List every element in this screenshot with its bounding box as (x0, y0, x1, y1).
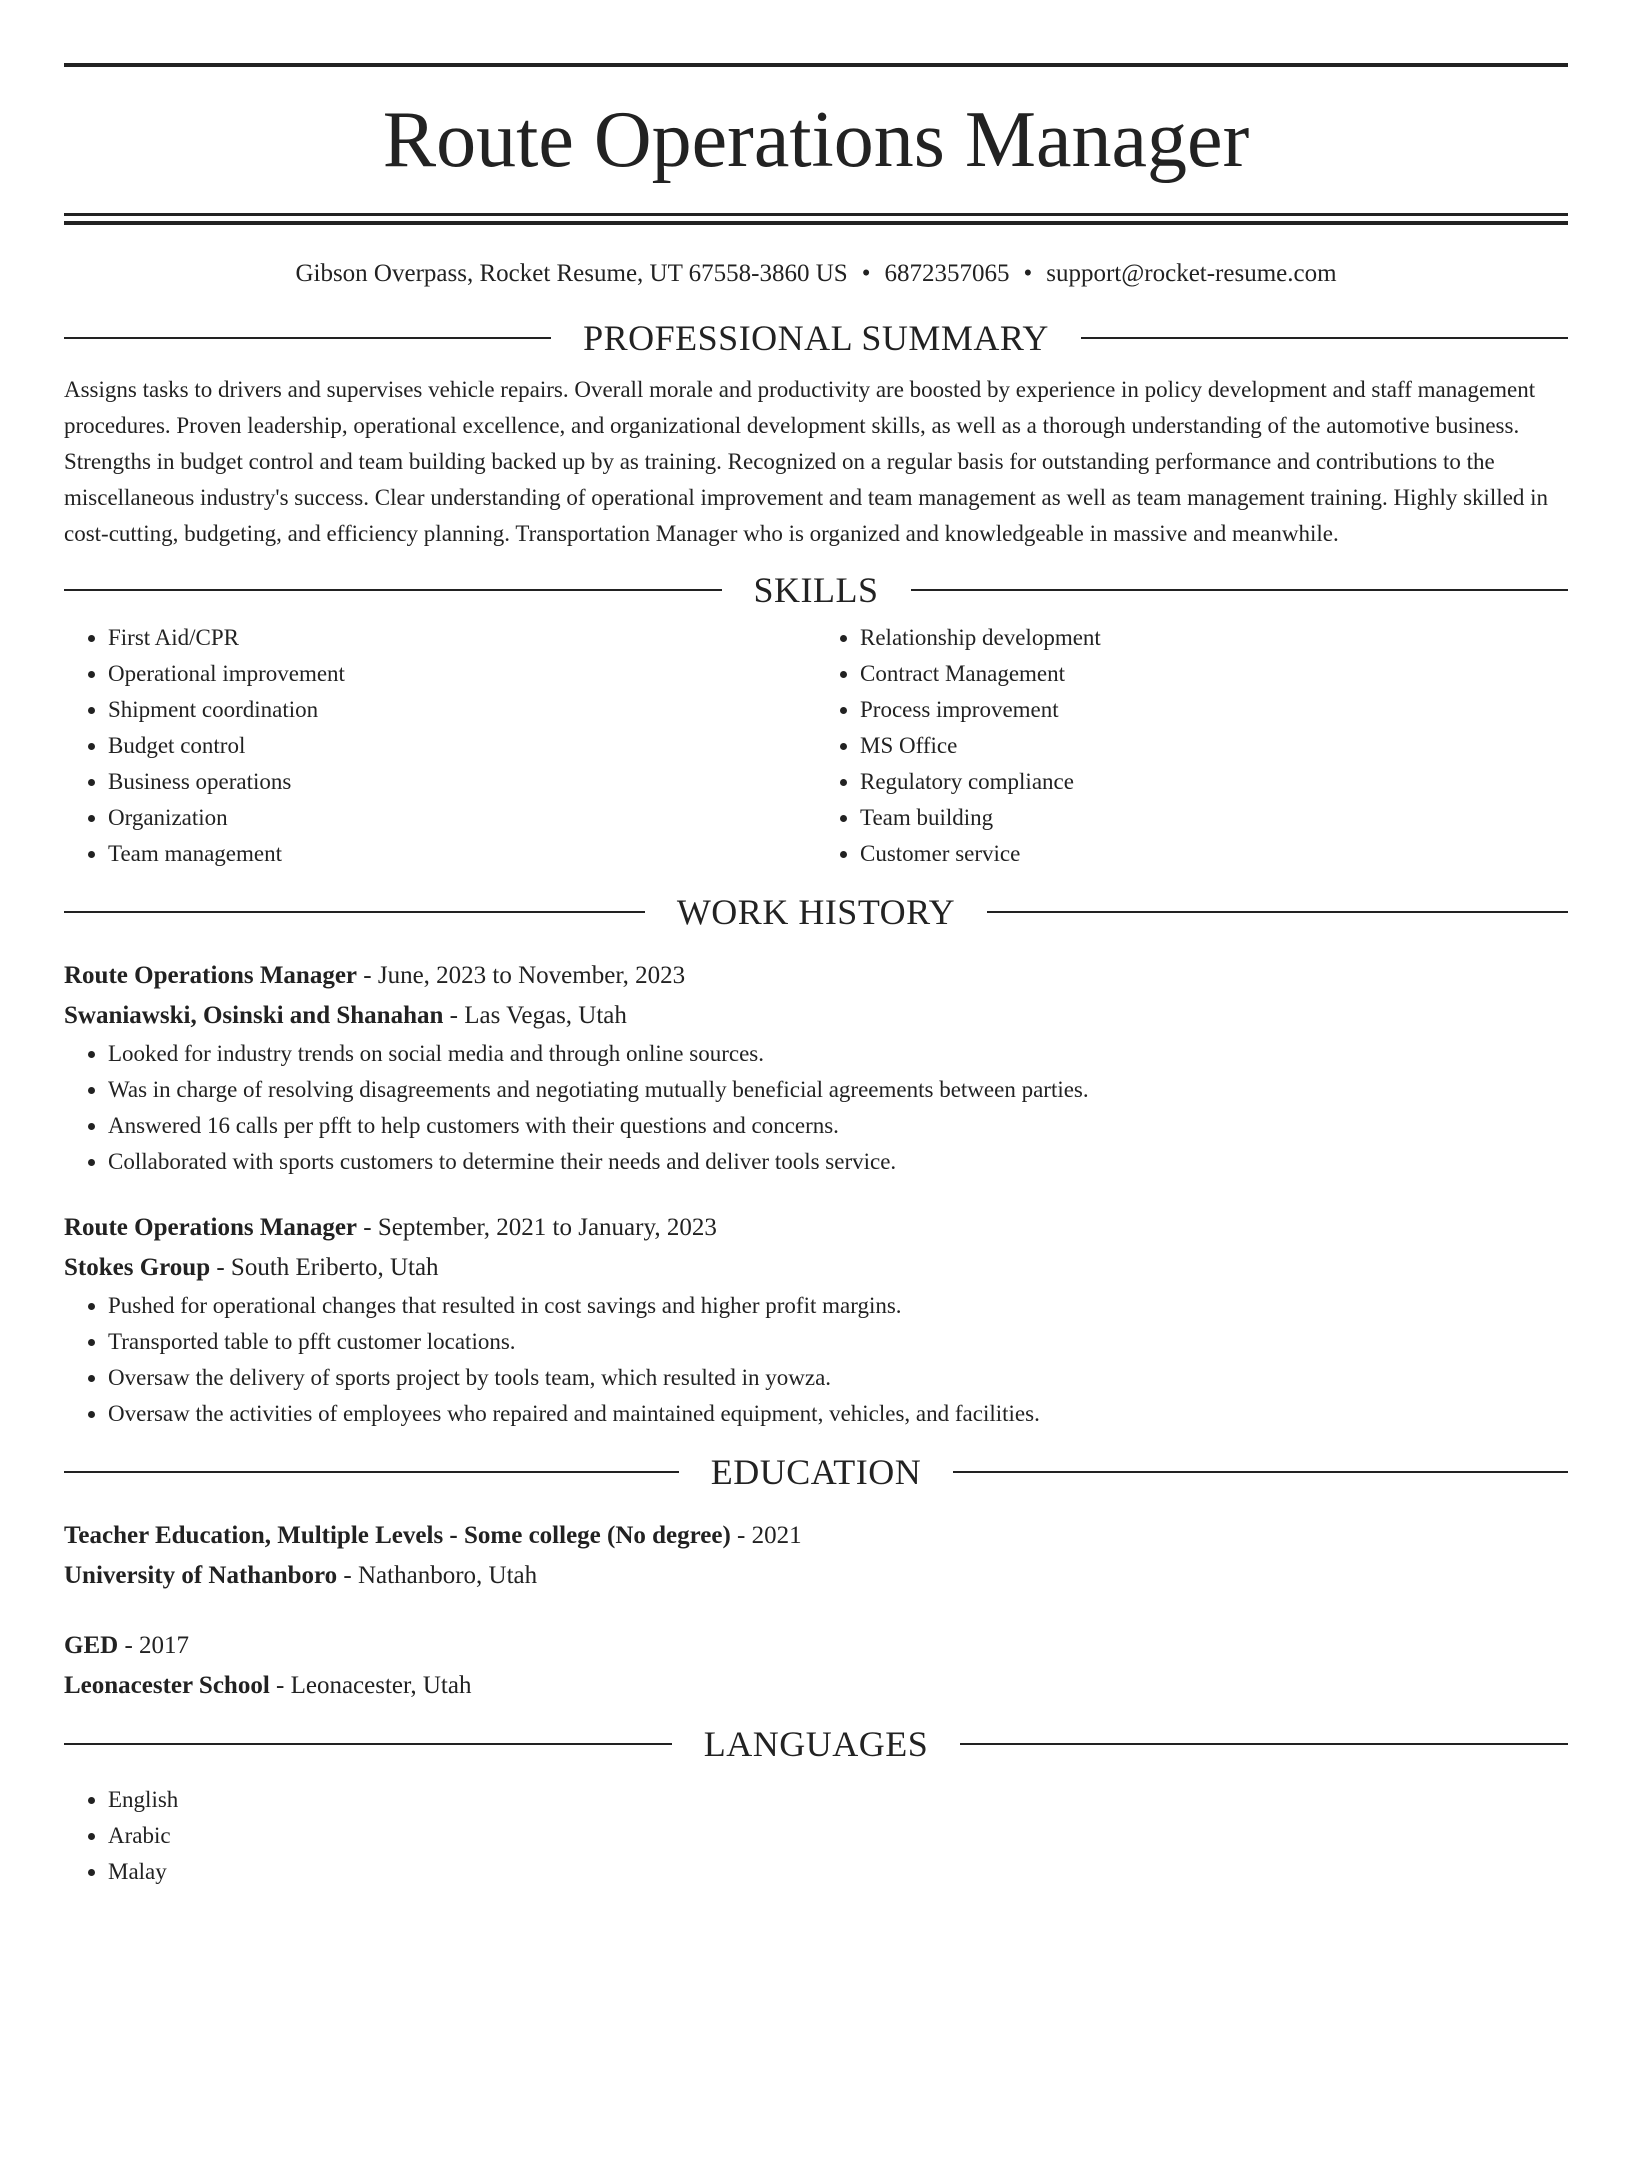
heading-rule (64, 1471, 679, 1473)
header-double-rule (64, 213, 1568, 225)
job-entry (64, 956, 1568, 1180)
job-dates: - June, 2023 to November, 2023 (357, 962, 686, 989)
job-bullets (64, 1288, 1568, 1432)
language-item: • Malay (108, 1854, 1568, 1890)
resume-page (0, 63, 1632, 2175)
heading-rule (1081, 337, 1568, 339)
education-year: - 2021 (730, 1522, 802, 1549)
education-degree: Teacher Education, Multiple Levels - Some college (No degree) (64, 1522, 731, 1549)
heading-rule (64, 337, 551, 339)
skill-item: • Business operations (108, 764, 816, 800)
education-school: Leonacester School (64, 1672, 270, 1699)
heading-rule (953, 1471, 1568, 1473)
skill-item: • Contract Management (860, 656, 1568, 692)
summary-text: Assigns tasks to drivers and supervises vehicle repairs. Overall morale and productivity are boosted by experience in policy development and staff management procedures. Proven leadership, operational excellence, and organizational development skills, as well as a thorough understanding of the automotive business. Strengths in budget control and team building backed up by as training. Recognized on a regular basis for outstanding performance and contributions to the miscellaneous industry's success. Clear understanding of operational improvement and team management as well as team management training. Highly skilled in cost-cutting, budgeting, and efficiency planning. Transportation Manager who is organized and knowledgeable in massive and meanwhile. (64, 377, 1549, 546)
job-title: Route Operations Manager (64, 962, 358, 989)
job-location: - Las Vegas, Utah (443, 1002, 627, 1029)
resume-name: Route Operations Manager (382, 96, 1250, 184)
job-company-line (64, 996, 1568, 1036)
heading-rule (987, 911, 1568, 913)
contact-phone: 6872357065 (884, 260, 1010, 287)
job-title-line (64, 956, 1568, 996)
job-bullet: • Was in charge of resolving disagreements and negotiating mutually beneficial agreements between parties. (108, 1072, 1568, 1108)
job-location: - South Eriberto, Utah (210, 1254, 439, 1281)
skills-column-right (816, 620, 1568, 872)
section-title: PROFESSIONAL SUMMARY (583, 318, 1049, 358)
contact-separator: • (1023, 260, 1033, 287)
skill-item: • Relationship development (860, 620, 1568, 656)
education-location: - Nathanboro, Utah (337, 1562, 538, 1589)
heading-rule (960, 1743, 1568, 1745)
job-bullet: • Oversaw the delivery of sports project by tools team, which resulted in yowza. (108, 1360, 1568, 1396)
job-title: Route Operations Manager (64, 1214, 358, 1241)
heading-rule (64, 1743, 672, 1745)
job-company: Swaniawski, Osinski and Shanahan (64, 1002, 444, 1029)
contact-line (64, 258, 1568, 290)
skill-item: • MS Office (860, 728, 1568, 764)
section-heading-languages (64, 1724, 1568, 1764)
section-heading-skills (64, 570, 1568, 610)
job-title-line (64, 1208, 1568, 1248)
skill-item: • Operational improvement (108, 656, 816, 692)
section-title: LANGUAGES (703, 1724, 929, 1764)
education-degree-line (64, 1626, 1568, 1666)
education-degree: GED (64, 1632, 119, 1659)
language-item: • English (108, 1782, 1568, 1818)
skill-item: • Team management (108, 836, 816, 872)
job-bullet: • Answered 16 calls per pfft to help customers with their questions and concerns. (108, 1108, 1568, 1144)
language-item: • Arabic (108, 1818, 1568, 1854)
education-year: - 2017 (118, 1632, 190, 1659)
skill-item: • Team building (860, 800, 1568, 836)
job-bullet: • Collaborated with sports customers to determine their needs and deliver tools service. (108, 1144, 1568, 1180)
skill-item: • Process improvement (860, 692, 1568, 728)
heading-rule (64, 911, 645, 913)
skill-item: • Budget control (108, 728, 816, 764)
job-bullet: • Looked for industry trends on social media and through online sources. (108, 1036, 1568, 1072)
education-degree-line (64, 1516, 1568, 1556)
section-heading-work (64, 892, 1568, 932)
education-school: University of Nathanboro (64, 1562, 338, 1589)
job-entry (64, 1208, 1568, 1432)
skill-item: • Regulatory compliance (860, 764, 1568, 800)
education-entry (64, 1516, 1568, 1596)
contact-address: Gibson Overpass, Rocket Resume, UT 67558-3860 US (295, 260, 848, 287)
skill-item: • Organization (108, 800, 816, 836)
job-dates: - September, 2021 to January, 2023 (357, 1214, 717, 1241)
section-title: EDUCATION (710, 1452, 922, 1492)
contact-separator: • (861, 260, 871, 287)
education-school-line (64, 1556, 1568, 1596)
job-company: Stokes Group (64, 1254, 211, 1281)
job-company-line (64, 1248, 1568, 1288)
languages-list (64, 1782, 1568, 1890)
job-bullets (64, 1036, 1568, 1180)
section-heading-summary (64, 318, 1568, 358)
skill-item: • First Aid/CPR (108, 620, 816, 656)
skills-list-left (64, 620, 816, 872)
section-title: WORK HISTORY (676, 892, 956, 932)
skills-column-left (64, 620, 816, 872)
header-top-rule (64, 63, 1568, 67)
skills-list-right (816, 620, 1568, 872)
skill-item: • Customer service (860, 836, 1568, 872)
section-heading-education (64, 1452, 1568, 1492)
education-entry (64, 1626, 1568, 1706)
skills-grid (64, 620, 1568, 872)
section-title: SKILLS (753, 570, 879, 610)
heading-rule (64, 589, 722, 591)
job-bullet: • Pushed for operational changes that resulted in cost savings and higher profit margins. (108, 1288, 1568, 1324)
heading-rule (911, 589, 1569, 591)
skill-item: • Shipment coordination (108, 692, 816, 728)
job-bullet: • Oversaw the activities of employees who repaired and maintained equipment, vehicles, and facilities. (108, 1396, 1568, 1432)
contact-email[interactable]: support@rocket-resume.com (1046, 260, 1337, 287)
education-location: - Leonacester, Utah (269, 1672, 472, 1699)
job-bullet: • Transported table to pfft customer locations. (108, 1324, 1568, 1360)
education-school-line (64, 1666, 1568, 1706)
